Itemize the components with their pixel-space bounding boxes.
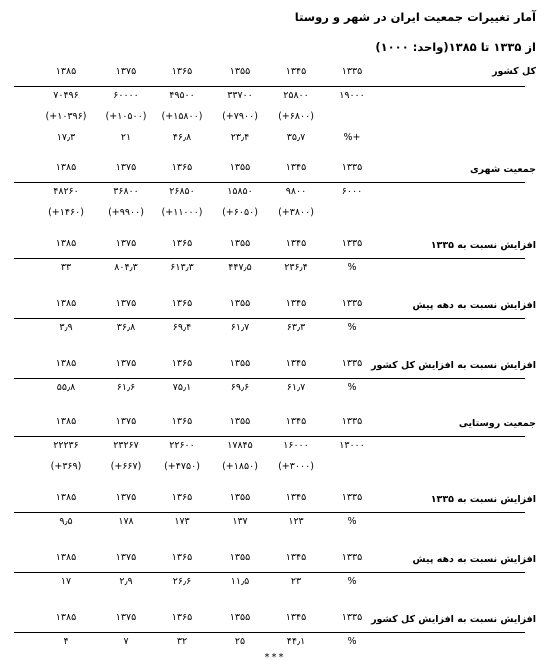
footer-separator: *** (264, 652, 286, 663)
section-divider (14, 318, 525, 319)
table-cell: ۱۱٫۵ (230, 576, 250, 587)
year-header-cell: ۱۳۴۵ (285, 416, 307, 427)
year-header-cell: ۱۳۴۵ (285, 552, 307, 563)
year-header-cell: ۱۳۸۵ (55, 492, 77, 503)
table-section (0, 490, 550, 533)
table-cell: (۶۸۰۰+) (278, 111, 314, 122)
document-title: آمار تغییرات جمعیت ایران در شهر و روستا (294, 10, 536, 24)
year-header-cell: ۱۳۷۵ (115, 552, 137, 563)
year-header-cell: ۱۳۷۵ (115, 298, 137, 309)
table-cell: (۱۵۸۰۰+) (161, 111, 203, 122)
table-cell: ۱۲۳ (288, 516, 304, 527)
table-cell: ۱۳۰۰۰ (339, 440, 365, 451)
year-header-cell: ۱۳۳۵ (341, 492, 363, 503)
table-cell: ۴۴۷٫۵ (228, 262, 252, 273)
table-row (0, 380, 550, 399)
table-cell: (۴۷۵۰+) (164, 461, 200, 472)
table-section (0, 236, 550, 279)
table-cell: ۳۶۸۰۰ (113, 186, 139, 197)
table-cell: (۱۱۰۰۰+) (161, 207, 203, 218)
table-row (0, 514, 550, 533)
year-header-cell: ۱۳۵۵ (229, 358, 251, 369)
table-section (0, 160, 550, 224)
table-section (0, 296, 550, 339)
table-cell: ۲۱ (120, 132, 132, 143)
table-cell: (۱۰۳۹۶+) (45, 111, 87, 122)
document-subtitle: از ۱۳۳۵ تا ۱۳۸۵(واحد: ۱۰۰۰) (375, 40, 536, 54)
section-label: افزایش نسبت به ۱۳۳۵ (430, 240, 536, 251)
year-header-cell: ۱۳۵۵ (229, 66, 251, 77)
section-divider (14, 258, 525, 259)
section-label: افزایش نسبت به دهه پیش (412, 300, 536, 311)
table-cell: ۳٫۹ (59, 322, 73, 333)
section-header-row (0, 160, 550, 178)
table-cell: ۴۹۵۰۰ (169, 90, 195, 101)
table-cell: ۱۷۸۴۵ (227, 440, 253, 451)
table-cell: ۲۳۶٫۴ (284, 262, 308, 273)
table-cell: ۱۷۳ (174, 516, 190, 527)
table-cell: (۶۰۵۰+) (222, 207, 258, 218)
table-section (0, 356, 550, 399)
table-row (0, 634, 550, 653)
table-cell: (۳۸۰۰+) (278, 207, 314, 218)
table-section (0, 64, 550, 149)
year-header-cell: ۱۳۷۵ (115, 66, 137, 77)
section-header-row (0, 296, 550, 314)
table-cell: ۳۵٫۷ (286, 132, 306, 143)
year-header-cell: ۱۳۳۵ (341, 358, 363, 369)
year-header-cell: ۱۳۷۵ (115, 358, 137, 369)
table-row (0, 88, 550, 107)
year-header-cell: ۱۳۳۵ (341, 612, 363, 623)
year-header-cell: ۱۳۶۵ (171, 612, 193, 623)
section-header-row (0, 64, 550, 82)
section-divider (14, 632, 525, 633)
table-cell: % (347, 322, 357, 333)
table-cell: % (347, 262, 357, 273)
year-header-cell: ۱۳۵۵ (229, 492, 251, 503)
year-header-cell: ۱۳۳۵ (341, 162, 363, 173)
section-label: افزایش نسبت به افزایش کل کشور (371, 614, 536, 625)
table-cell: % (347, 576, 357, 587)
section-divider (14, 86, 525, 87)
year-header-cell: ۱۳۷۵ (115, 416, 137, 427)
year-header-cell: ۱۳۶۵ (171, 552, 193, 563)
year-header-cell: ۱۳۵۵ (229, 162, 251, 173)
section-label: جمعیت شهری (469, 164, 536, 175)
table-cell: ۶۰۰۰۰ (113, 90, 139, 101)
table-cell: ۶۰۰۰ (341, 186, 363, 197)
table-cell: ۳۲ (176, 636, 188, 647)
table-cell: ۲۳ (290, 576, 302, 587)
table-cell: (۱۴۶۰+) (48, 207, 84, 218)
year-header-cell: ۱۳۶۵ (171, 238, 193, 249)
year-header-cell: ۱۳۷۵ (115, 162, 137, 173)
section-header-row (0, 356, 550, 374)
table-cell: +% (343, 132, 361, 143)
table-cell: ۴۴٫۱ (286, 636, 306, 647)
table-cell: (۱۰۵۰۰+) (105, 111, 147, 122)
year-header-cell: ۱۳۴۵ (285, 492, 307, 503)
table-cell: ۴ (63, 636, 69, 647)
table-cell: % (347, 382, 357, 393)
table-row (0, 130, 550, 149)
table-cell: ۷۵٫۱ (172, 382, 192, 393)
year-header-cell: ۱۳۴۵ (285, 298, 307, 309)
table-cell: ۷۰۴۹۶ (53, 90, 79, 101)
table-cell: ۲۳۲۶۷ (113, 440, 139, 451)
section-header-row (0, 490, 550, 508)
table-cell: % (347, 516, 357, 527)
table-cell: ۳۳۷۰۰ (227, 90, 253, 101)
table-row (0, 574, 550, 593)
section-header-row (0, 550, 550, 568)
table-section (0, 610, 550, 653)
year-header-cell: ۱۳۶۵ (171, 162, 193, 173)
year-header-cell: ۱۳۴۵ (285, 162, 307, 173)
section-divider (14, 572, 525, 573)
year-header-cell: ۱۳۸۵ (55, 612, 77, 623)
year-header-cell: ۱۳۳۵ (341, 298, 363, 309)
table-cell: (۶۶۷+) (110, 461, 142, 472)
year-header-cell: ۱۳۵۵ (229, 298, 251, 309)
year-header-cell: ۱۳۷۵ (115, 492, 137, 503)
table-cell: ۹٫۵ (59, 516, 73, 527)
section-header-row (0, 414, 550, 432)
table-cell: ۶۱٫۷ (286, 382, 306, 393)
section-divider (14, 512, 525, 513)
year-header-cell: ۱۳۵۵ (229, 612, 251, 623)
year-header-cell: ۱۳۸۵ (55, 358, 77, 369)
table-cell: ۳۳ (60, 262, 72, 273)
year-header-cell: ۱۳۷۵ (115, 612, 137, 623)
table-cell: ۶۱٫۷ (230, 322, 250, 333)
table-cell: ۲۶۸۵۰ (169, 186, 195, 197)
section-divider (14, 182, 525, 183)
year-header-cell: ۱۳۳۵ (341, 66, 363, 77)
table-section (0, 550, 550, 593)
section-label: کل کشور (492, 66, 536, 77)
table-cell: ۹۸۰۰ (285, 186, 307, 197)
year-header-cell: ۱۳۸۵ (55, 162, 77, 173)
section-label: افزایش نسبت به دهه پیش (412, 554, 536, 565)
section-header-row (0, 236, 550, 254)
section-label: جمعیت روستایی (458, 418, 536, 429)
table-cell: ۸۰۴٫۳ (114, 262, 138, 273)
table-cell: (۳۶۹+) (50, 461, 82, 472)
year-header-cell: ۱۳۳۵ (341, 552, 363, 563)
table-cell: ۲۵ (234, 636, 246, 647)
table-cell: ۶۹٫۴ (172, 322, 192, 333)
table-cell: ۱۷۸ (118, 516, 134, 527)
table-row (0, 205, 550, 224)
section-label: افزایش نسبت به افزایش کل کشور (371, 360, 536, 371)
table-cell: ۴۸۲۶۰ (53, 186, 79, 197)
year-header-cell: ۱۳۸۵ (55, 552, 77, 563)
table-cell: ۱۷ (60, 576, 72, 587)
year-header-cell: ۱۳۴۵ (285, 238, 307, 249)
year-header-cell: ۱۳۸۵ (55, 298, 77, 309)
year-header-cell: ۱۳۵۵ (229, 552, 251, 563)
year-header-cell: ۱۳۴۵ (285, 358, 307, 369)
section-divider (14, 436, 525, 437)
year-header-cell: ۱۳۸۵ (55, 416, 77, 427)
year-header-cell: ۱۳۶۵ (171, 358, 193, 369)
year-header-cell: ۱۳۶۵ (171, 66, 193, 77)
table-cell: ۱۷٫۳ (56, 132, 76, 143)
table-cell: (۳۰۰۰+) (278, 461, 314, 472)
year-header-cell: ۱۳۶۵ (171, 492, 193, 503)
year-header-cell: ۱۳۳۵ (341, 238, 363, 249)
section-divider (14, 378, 525, 379)
table-cell: ۶۱٫۶ (116, 382, 136, 393)
table-cell: ۶۳٫۳ (286, 322, 306, 333)
table-cell: (۱۸۵۰+) (222, 461, 258, 472)
year-header-cell: ۱۳۴۵ (285, 612, 307, 623)
year-header-cell: ۱۳۵۵ (229, 238, 251, 249)
table-cell: ۲۳٫۴ (230, 132, 250, 143)
table-cell: ۲۵۸۰۰ (283, 90, 309, 101)
table-cell: % (347, 636, 357, 647)
table-row (0, 320, 550, 339)
table-row (0, 109, 550, 128)
table-cell: ۶۱۳٫۳ (170, 262, 194, 273)
year-header-cell: ۱۳۳۵ (341, 416, 363, 427)
year-header-cell: ۱۳۷۵ (115, 238, 137, 249)
year-header-cell: ۱۳۶۵ (171, 298, 193, 309)
table-cell: ۱۹۰۰۰ (339, 90, 365, 101)
table-cell: ۱۳۷ (232, 516, 248, 527)
table-cell: ۱۵۸۵۰ (227, 186, 253, 197)
table-section (0, 414, 550, 478)
year-header-cell: ۱۳۶۵ (171, 416, 193, 427)
section-label: افزایش نسبت به ۱۳۳۵ (430, 494, 536, 505)
table-cell: (۹۹۰۰+) (108, 207, 144, 218)
year-header-cell: ۱۳۸۵ (55, 66, 77, 77)
year-header-cell: ۱۳۸۵ (55, 238, 77, 249)
table-cell: ۲٫۹ (119, 576, 133, 587)
year-header-cell: ۱۳۴۵ (285, 66, 307, 77)
table-cell: ۲۶٫۶ (172, 576, 192, 587)
table-cell: ۱۶۰۰۰ (283, 440, 309, 451)
table-cell: ۳۶٫۸ (116, 322, 136, 333)
table-row (0, 459, 550, 478)
table-cell: (۷۹۰۰+) (222, 111, 258, 122)
table-row (0, 438, 550, 457)
table-cell: ۲۲۲۳۶ (53, 440, 79, 451)
table-cell: ۷ (123, 636, 129, 647)
section-header-row (0, 610, 550, 628)
table-cell: ۴۶٫۸ (172, 132, 192, 143)
year-header-cell: ۱۳۵۵ (229, 416, 251, 427)
table-cell: ۶۹٫۶ (230, 382, 250, 393)
table-cell: ۲۲۶۰۰ (169, 440, 195, 451)
table-cell: ۵۵٫۸ (56, 382, 76, 393)
table-row (0, 260, 550, 279)
table-row (0, 184, 550, 203)
